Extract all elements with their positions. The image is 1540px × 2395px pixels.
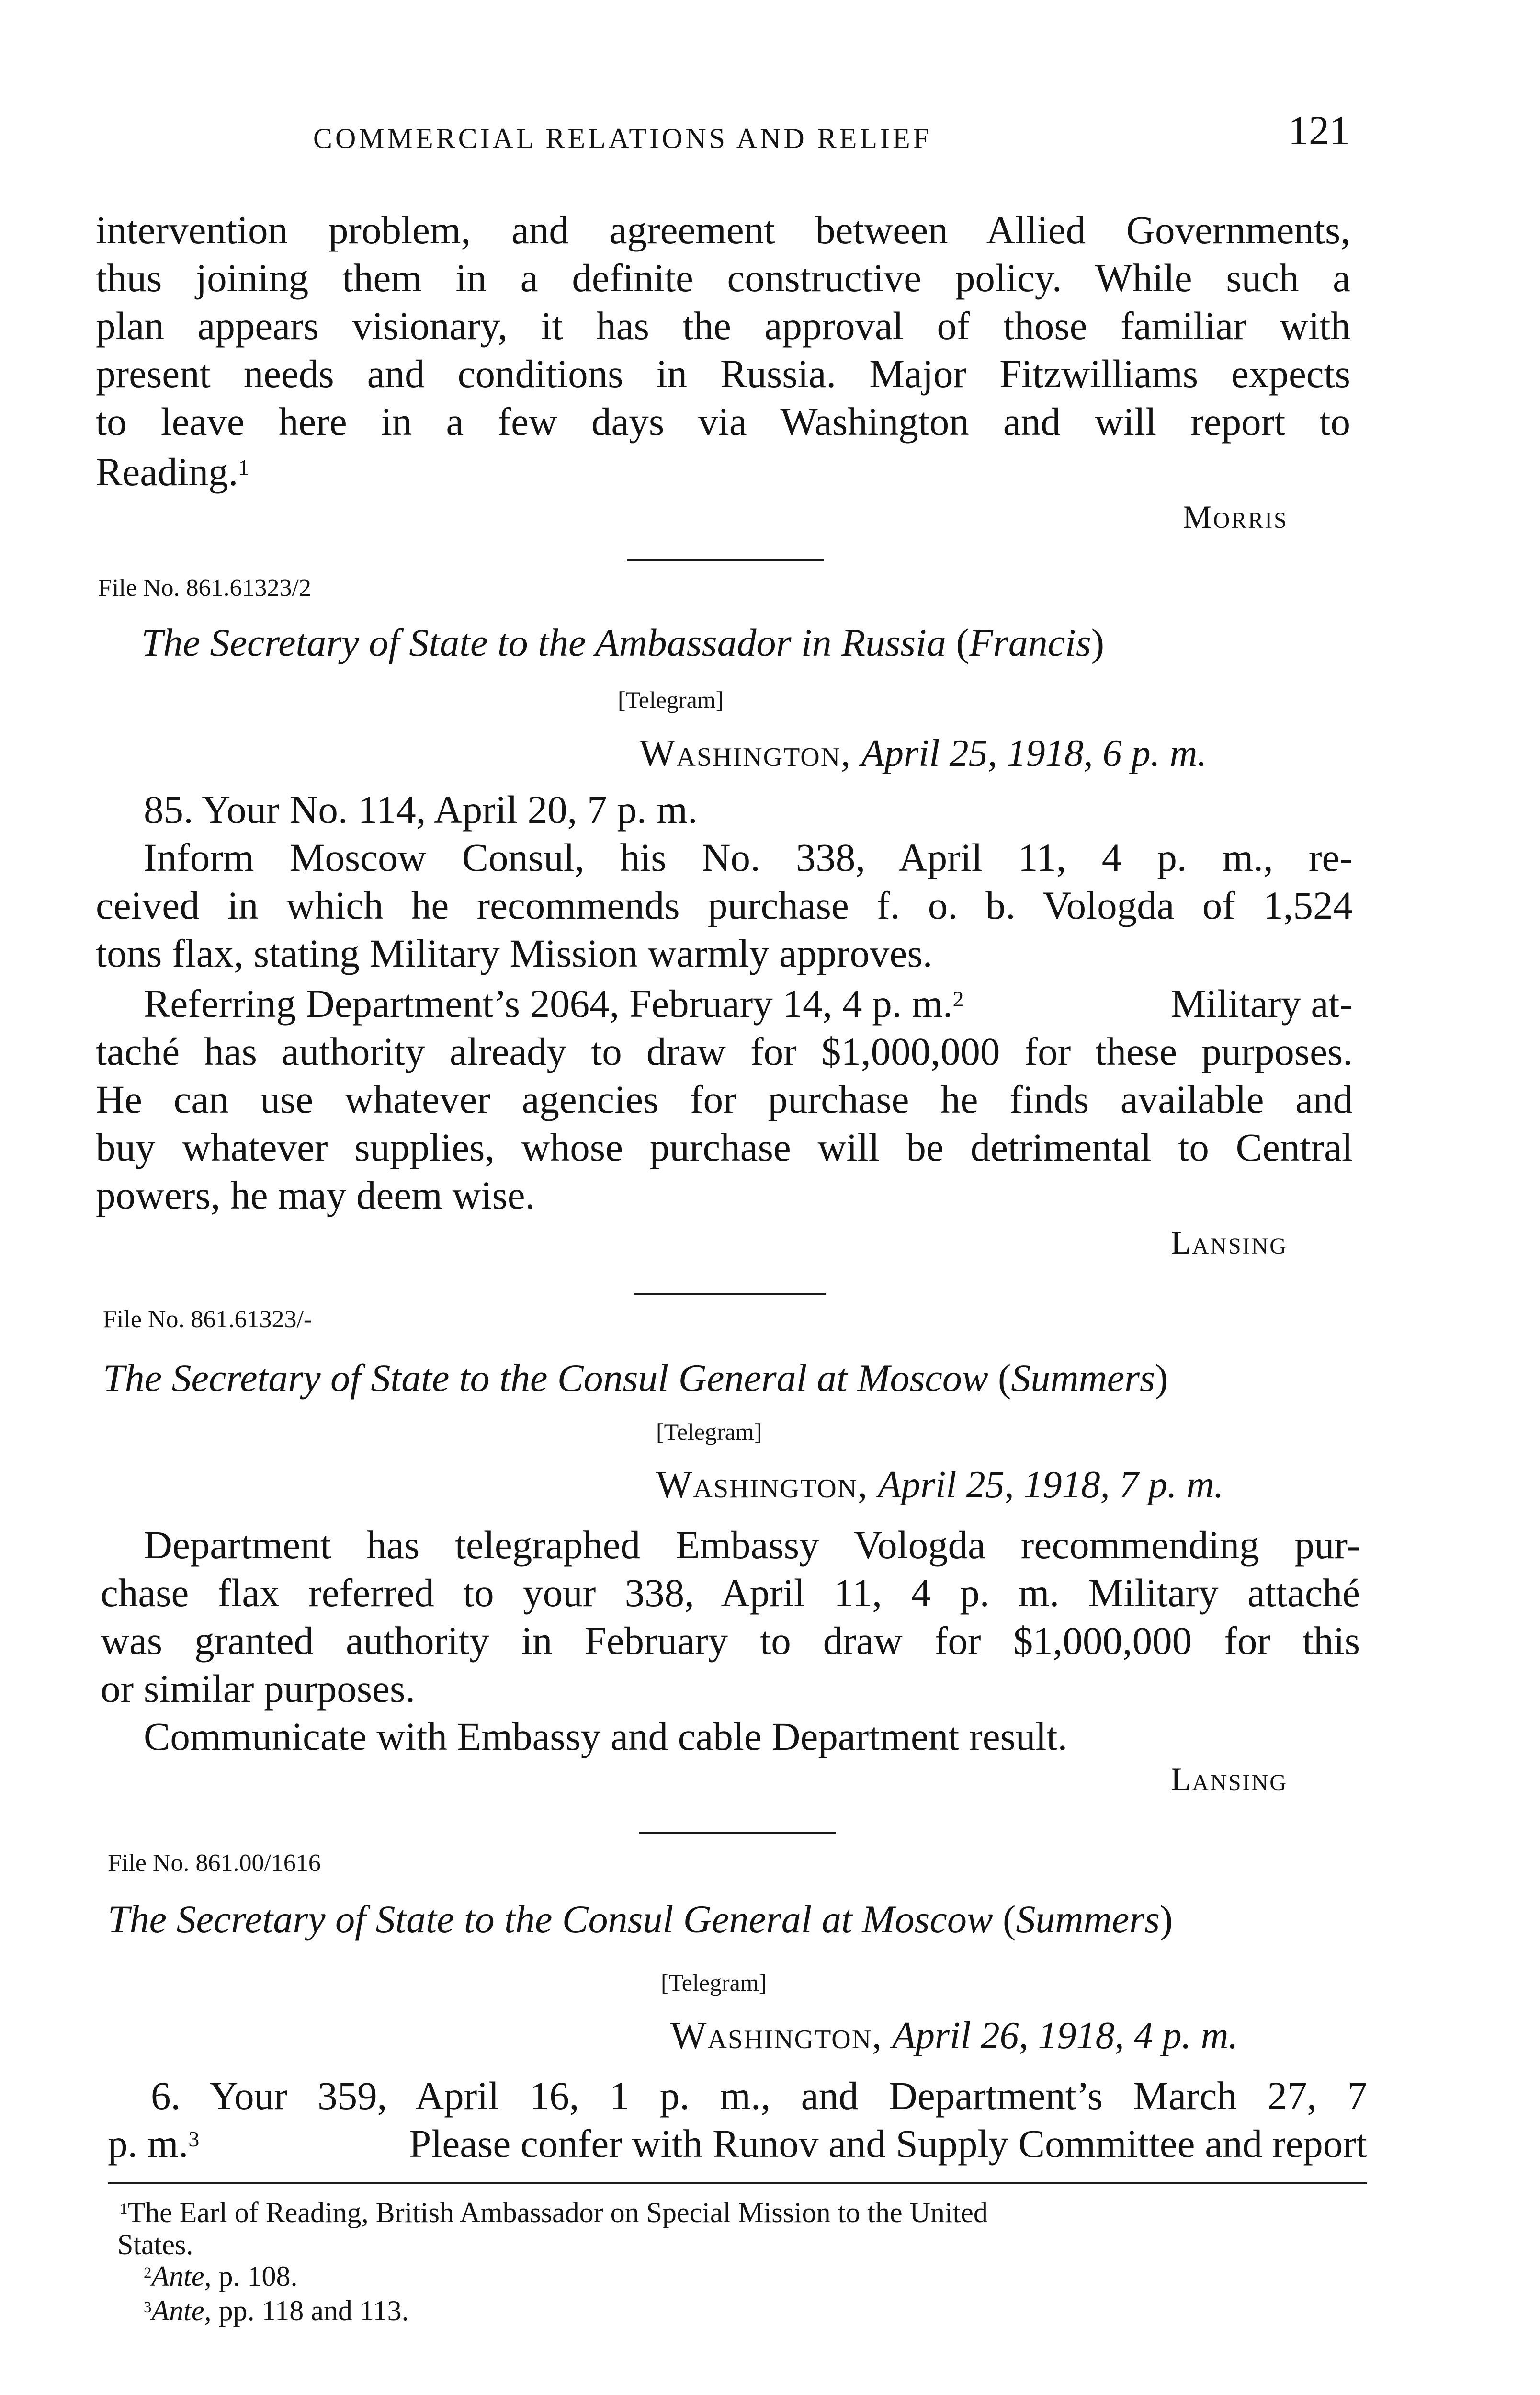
continuation-last-text: Reading.	[96, 450, 238, 494]
page-number: 121	[1288, 107, 1350, 153]
message-line: p. m.$^3$ Please confer with Runov and Supply Committee and report	[108, 2121, 1367, 2166]
dateline	[656, 1463, 1223, 1507]
footnote-mark: 2	[952, 986, 964, 1011]
message-line: Communicate with Embassy and cable Department result.	[144, 1714, 1068, 1758]
message-line: Inform Moscow Consul, his No. 338, April 11, 4 p. m., re-	[144, 835, 1353, 879]
footnote-mark: 1	[238, 455, 249, 479]
dateline	[670, 2014, 1238, 2058]
footnote-mark: 3	[144, 2299, 152, 2316]
document-heading: The Secretary of State to the Consul General at Moscow (Summers)	[108, 1897, 1173, 1941]
continuation-line: intervention problem, and agreement between Allied Governments,	[96, 208, 1350, 252]
dateline-place: Washington,	[639, 732, 852, 775]
telegram-label: [Telegram]	[618, 686, 724, 713]
message-line: Department has telegraphed Embassy Vologda recommending pur-	[144, 1523, 1360, 1567]
footnote: $^3$Ante, pp. 118 and 113.	[144, 2295, 409, 2327]
message-line: buy whatever supplies, whose purchase will be detrimental to Central	[96, 1125, 1353, 1169]
message-line: 6. Your 359, April 16, 1 p. m., and Department’s March 27, 7	[151, 2074, 1367, 2118]
footnote-rule	[108, 2182, 1367, 2184]
document-heading: The Secretary of State to the Consul General at Moscow (Summers)	[103, 1356, 1168, 1400]
continuation-line: present needs and conditions in Russia. Major Fitzwilliams expects	[96, 352, 1350, 396]
signature: Morris	[1183, 499, 1288, 535]
footnote: $^2$Ante, p. 108.	[144, 2260, 298, 2292]
footnote-mark: 2	[144, 2264, 152, 2282]
message-line: ceived in which he recommends purchase f. o. b. Vologda of 1,524	[96, 883, 1353, 927]
footnote-continuation: States.	[117, 2229, 193, 2260]
running-head: COMMERCIAL RELATIONS AND RELIEF	[313, 123, 932, 154]
message-line: Referring Department’s 2064, February 14, 4 p. m.$^2$ Military at-	[144, 981, 1353, 1026]
addressee-name: Francis	[969, 621, 1091, 664]
signature: Lansing	[1171, 1761, 1288, 1797]
addressee-name: Summers	[1011, 1356, 1155, 1400]
message-line: He can use whatever agencies for purchase he finds available and	[96, 1077, 1353, 1121]
dateline-place: Washington,	[670, 2015, 883, 2057]
section-divider	[639, 1832, 836, 1834]
footnote-mark: 1	[120, 2201, 128, 2218]
document-heading: The Secretary of State to the Ambassador in Russia (Francis)	[141, 621, 1105, 664]
message-line: was granted authority in February to draw for $1,000,000 for this	[101, 1619, 1360, 1663]
dateline-date: April 26, 1918, 4 p. m.	[892, 2015, 1238, 2057]
dateline-date: April 25, 1918, 6 p. m.	[861, 732, 1207, 775]
telegram-label: [Telegram]	[661, 1969, 767, 1996]
message-line: or similar purposes.	[101, 1666, 415, 1711]
file-number: File No. 861.61323/-	[103, 1306, 312, 1333]
dateline	[639, 732, 1207, 776]
message-line: tons flax, stating Military Mission warmly approves.	[96, 931, 933, 975]
continuation-last-line	[96, 448, 249, 496]
signature: Lansing	[1171, 1224, 1288, 1261]
continuation-line: thus joining them in a definite constructive policy. While such a	[96, 256, 1350, 300]
continuation-line: to leave here in a few days via Washington and will report to	[96, 399, 1350, 444]
file-number: File No. 861.61323/2	[98, 574, 311, 602]
telegram-label: [Telegram]	[656, 1418, 762, 1445]
message-line: chase flax referred to your 338, April 11, 4 p. m. Military attaché	[101, 1571, 1360, 1615]
addressee-name: Summers	[1016, 1897, 1160, 1941]
section-divider	[634, 1293, 826, 1295]
file-number: File No. 861.00/1616	[108, 1849, 321, 1877]
continuation-line: plan appears visionary, it has the approval of those familiar with	[96, 304, 1350, 348]
section-divider	[627, 559, 824, 561]
footnote: $^1$The Earl of Reading, British Ambassador on Special Mission to the United	[120, 2197, 988, 2228]
message-line: powers, he may deem wise.	[96, 1173, 535, 1217]
footnote-mark: 3	[188, 2126, 200, 2151]
message-line: 85. Your No. 114, April 20, 7 p. m.	[144, 787, 698, 832]
dateline-place: Washington,	[656, 1464, 869, 1506]
message-line: taché has authority already to draw for $1,000,000 for these purposes.	[96, 1029, 1353, 1073]
dateline-date: April 25, 1918, 7 p. m.	[878, 1464, 1224, 1506]
